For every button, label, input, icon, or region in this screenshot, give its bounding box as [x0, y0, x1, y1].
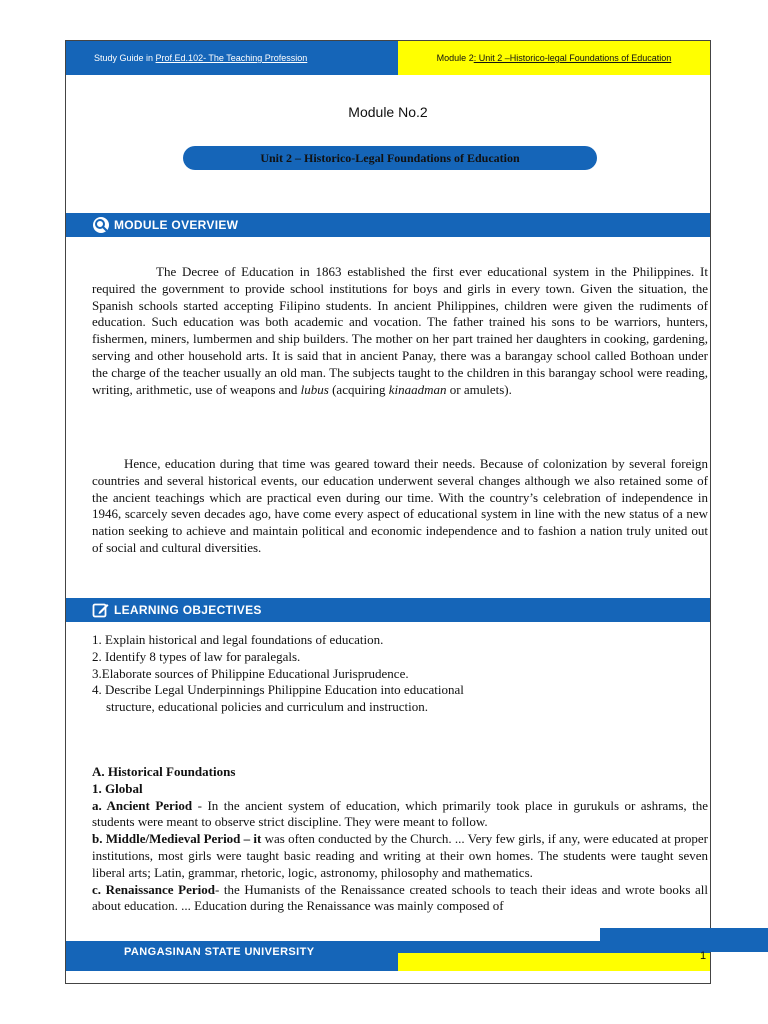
objectives-list: [92, 632, 692, 716]
overview-text-end: or amulets).: [446, 381, 512, 397]
medieval-period-text: was often conducted by the Church. ... Very few girls, if any, were educated at proper institutions, most girls were taught basic reading and writing at their own homes. The students were taught seven liberal arts; Latin, grammar, rhetoric, logic, astronomy, philosophy and mathematics.: [92, 831, 709, 880]
edit-pencil-icon: [92, 601, 110, 619]
renaissance-period-text: - the Humanists of the Renaissance created schools to teach their ideas and wrote books all about education. ... Education during the Renaissance was mainly composed of: [92, 881, 709, 914]
footer-accent-tab: [600, 928, 768, 952]
module-number: Module No.2: [348, 104, 428, 120]
unit-title-banner: [183, 146, 597, 170]
objective-item: 1. Explain historical and legal foundations of education.: [92, 632, 384, 647]
objective-item: 4. Describe Legal Underpinnings Philippine Education into educational: [92, 682, 464, 698]
renaissance-period-label: c. Renaissance Period: [92, 881, 215, 897]
objective-item: 2. Identify 8 types of law for paralegals.: [92, 648, 301, 664]
renaissance-period: [92, 882, 708, 916]
overview-term-kinaadman: kinaadman: [388, 381, 447, 397]
overview-text: The Decree of Education in 1863 established the first ever educational system in the Philippines. It required the government to provide school institutions for boys and girls in every town. Given the situation, the Spanish schools started accepting Filipino students. In ancient Philippines, children were given the rudiments of education. Such education was both academic and vocation. The father trained his sons to be warriors, hunters, fishermen, miners, lumbermen and ship builders. The mother on her part trained her daughters in cooking, gardening, serving and other household arts. It is said that in ancient Panay, there was a barangay school called Bothoan under the charge of the teacher usually an old man. The subjects taught to the children in this barangay school were reading, writing, arithmetic, use of weapons and: [92, 264, 708, 397]
learning-objectives-heading: LEARNING OBJECTIVES: [114, 603, 262, 617]
module-overview-heading: MODULE OVERVIEW: [114, 218, 239, 232]
global-subheading: 1. Global: [92, 780, 143, 796]
overview-text-mid: (acquiring: [328, 381, 389, 397]
header-right-prefix: Module 2: [436, 53, 474, 63]
overview-term-lubus: lubus: [300, 381, 329, 397]
footer-yellow-strip: [398, 953, 710, 971]
unit-link[interactable]: : Unit 2 –Historico-legal Foundations of Education: [473, 53, 672, 63]
historical-foundations: [92, 764, 708, 915]
objective-item-continued: structure, educational policies and curriculum and instruction.: [106, 699, 429, 715]
course-link[interactable]: Prof.Ed.102- The Teaching Profession: [155, 53, 308, 63]
medieval-period: [92, 831, 708, 881]
header-left-prefix: Study Guide in: [94, 53, 156, 63]
header-right-band: [398, 41, 710, 75]
historical-heading: A. Historical Foundations: [92, 764, 236, 779]
learning-objectives-bar: [66, 598, 710, 622]
header-left-band: [66, 41, 398, 75]
overview-paragraph-2: Hence, education during that time was geared toward their needs. Because of colonization by several foreign countries and several historical events, our education underwent several changes although we also retained some of the ancient teachings which are practical even during our time. With the country’s celebration of independence in 1946, scarcely seven decades ago, have come every aspect of educational system in line with the new status of a new nation seeking to achieve and maintain political and economic independence and to fashion a nation truly united out of social and cultural diversities.: [92, 456, 708, 555]
ancient-period-text: - In the ancient system of education, which primarily took place in gurukuls or ashrams, the students were meant to observe strict discipline. They were meant to follow.: [92, 797, 709, 830]
objective-item: 3.Elaborate sources of Philippine Educational Jurisprudence.: [92, 665, 409, 681]
magnifier-icon: [92, 216, 110, 234]
page-number: 1: [700, 950, 707, 962]
medieval-period-label: b. Middle/Medieval Period – it: [92, 831, 262, 847]
overview-paragraph-1: [92, 264, 708, 398]
university-name: PANGASINAN STATE UNIVERSITY: [124, 946, 315, 958]
module-overview-bar: [66, 213, 710, 237]
ancient-period-label: a. Ancient Period: [92, 797, 193, 813]
unit-title: Unit 2 – Historico-Legal Foundations of Education: [260, 150, 520, 165]
ancient-period: [92, 798, 708, 832]
